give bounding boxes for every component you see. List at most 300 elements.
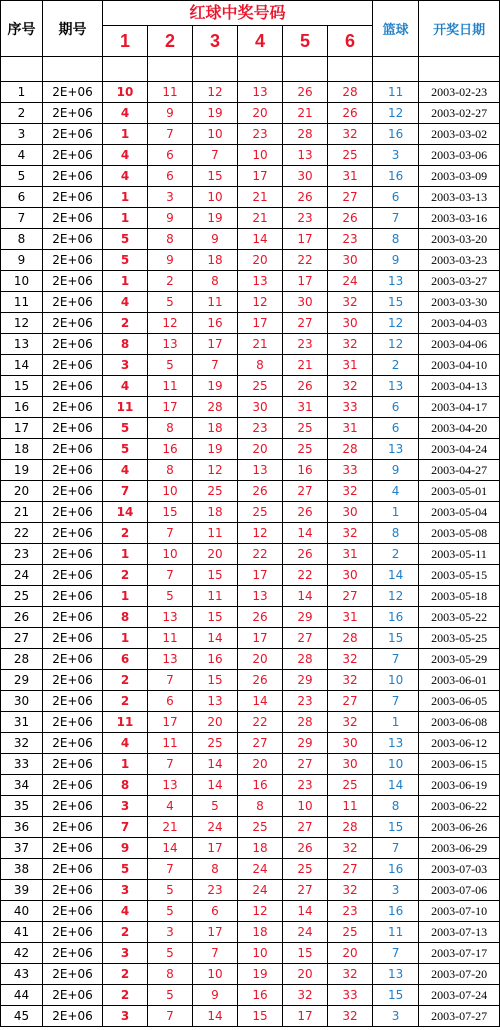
blue-ball: 10 bbox=[373, 754, 419, 775]
row-issue: 2E+06 bbox=[43, 439, 103, 460]
red-ball-4: 8 bbox=[238, 796, 283, 817]
red-ball-2: 5 bbox=[148, 355, 193, 376]
row-seq: 37 bbox=[1, 838, 43, 859]
red-ball-4: 25 bbox=[238, 817, 283, 838]
red-ball-4: 30 bbox=[238, 397, 283, 418]
red-ball-2: 13 bbox=[148, 607, 193, 628]
blue-ball: 13 bbox=[373, 733, 419, 754]
draw-date: 2003-06-29 bbox=[419, 838, 500, 859]
red-ball-3: 15 bbox=[193, 565, 238, 586]
red-ball-3: 7 bbox=[193, 355, 238, 376]
red-column-2: 2 bbox=[148, 26, 193, 57]
draw-date: 2003-07-27 bbox=[419, 1006, 500, 1027]
row-seq: 41 bbox=[1, 922, 43, 943]
table-row bbox=[1, 271, 500, 292]
red-ball-4: 14 bbox=[238, 229, 283, 250]
draw-date: 2003-04-27 bbox=[419, 460, 500, 481]
row-issue: 2E+06 bbox=[43, 586, 103, 607]
issue-header: 期号 bbox=[43, 1, 103, 57]
red-ball-5: 26 bbox=[283, 502, 328, 523]
red-ball-2: 8 bbox=[148, 418, 193, 439]
row-seq: 38 bbox=[1, 859, 43, 880]
row-issue: 2E+06 bbox=[43, 733, 103, 754]
draw-date: 2003-06-26 bbox=[419, 817, 500, 838]
row-issue: 2E+06 bbox=[43, 922, 103, 943]
red-ball-5: 26 bbox=[283, 544, 328, 565]
red-ball-6: 32 bbox=[328, 481, 373, 502]
blue-ball: 11 bbox=[373, 922, 419, 943]
red-ball-3: 10 bbox=[193, 187, 238, 208]
draw-date: 2003-05-11 bbox=[419, 544, 500, 565]
red-ball-5: 16 bbox=[283, 460, 328, 481]
red-ball-4: 27 bbox=[238, 733, 283, 754]
red-ball-5: 28 bbox=[283, 649, 328, 670]
red-ball-4: 19 bbox=[238, 964, 283, 985]
blue-ball: 6 bbox=[373, 187, 419, 208]
blue-ball: 2 bbox=[373, 544, 419, 565]
red-ball-5: 23 bbox=[283, 334, 328, 355]
red-ball-3: 14 bbox=[193, 754, 238, 775]
red-ball-4: 17 bbox=[238, 166, 283, 187]
red-ball-3: 19 bbox=[193, 208, 238, 229]
red-ball-6: 32 bbox=[328, 712, 373, 733]
row-seq: 3 bbox=[1, 124, 43, 145]
row-seq: 13 bbox=[1, 334, 43, 355]
row-seq: 19 bbox=[1, 460, 43, 481]
row-seq: 34 bbox=[1, 775, 43, 796]
red-ball-1: 4 bbox=[103, 103, 148, 124]
red-ball-2: 8 bbox=[148, 964, 193, 985]
blue-ball: 13 bbox=[373, 964, 419, 985]
row-issue: 2E+06 bbox=[43, 775, 103, 796]
red-ball-6: 32 bbox=[328, 523, 373, 544]
red-ball-2: 7 bbox=[148, 670, 193, 691]
row-seq: 36 bbox=[1, 817, 43, 838]
red-ball-2: 17 bbox=[148, 397, 193, 418]
draw-date: 2003-07-06 bbox=[419, 880, 500, 901]
red-ball-3: 17 bbox=[193, 334, 238, 355]
red-ball-1: 14 bbox=[103, 502, 148, 523]
red-ball-2: 8 bbox=[148, 229, 193, 250]
red-ball-1: 5 bbox=[103, 250, 148, 271]
red-ball-1: 1 bbox=[103, 754, 148, 775]
red-ball-1: 1 bbox=[103, 544, 148, 565]
draw-date: 2003-04-17 bbox=[419, 397, 500, 418]
red-ball-6: 32 bbox=[328, 964, 373, 985]
draw-date: 2003-03-30 bbox=[419, 292, 500, 313]
red-ball-5: 27 bbox=[283, 313, 328, 334]
red-ball-1: 1 bbox=[103, 187, 148, 208]
red-ball-3: 8 bbox=[193, 271, 238, 292]
red-ball-1: 3 bbox=[103, 796, 148, 817]
red-ball-4: 25 bbox=[238, 376, 283, 397]
red-ball-1: 10 bbox=[103, 82, 148, 103]
red-ball-4: 21 bbox=[238, 334, 283, 355]
draw-date: 2003-05-08 bbox=[419, 523, 500, 544]
red-ball-1: 1 bbox=[103, 271, 148, 292]
table-row bbox=[1, 187, 500, 208]
blue-ball: 16 bbox=[373, 859, 419, 880]
red-ball-1: 2 bbox=[103, 964, 148, 985]
draw-date: 2003-03-09 bbox=[419, 166, 500, 187]
red-column-4: 4 bbox=[238, 26, 283, 57]
red-ball-1: 4 bbox=[103, 145, 148, 166]
row-issue: 2E+06 bbox=[43, 523, 103, 544]
blue-ball: 13 bbox=[373, 439, 419, 460]
table-row bbox=[1, 922, 500, 943]
draw-date: 2003-04-20 bbox=[419, 418, 500, 439]
table-row bbox=[1, 901, 500, 922]
red-ball-2: 11 bbox=[148, 376, 193, 397]
red-ball-5: 13 bbox=[283, 145, 328, 166]
blue-ball: 16 bbox=[373, 166, 419, 187]
results-body bbox=[1, 57, 500, 1027]
red-ball-1: 2 bbox=[103, 670, 148, 691]
row-seq: 31 bbox=[1, 712, 43, 733]
red-ball-3: 17 bbox=[193, 922, 238, 943]
blue-ball: 7 bbox=[373, 649, 419, 670]
red-ball-1: 7 bbox=[103, 817, 148, 838]
red-ball-6: 26 bbox=[328, 208, 373, 229]
blue-ball: 12 bbox=[373, 586, 419, 607]
row-issue: 2E+06 bbox=[43, 1006, 103, 1027]
table-row bbox=[1, 334, 500, 355]
blue-ball: 16 bbox=[373, 607, 419, 628]
red-ball-5: 26 bbox=[283, 82, 328, 103]
red-ball-2: 6 bbox=[148, 691, 193, 712]
red-ball-2: 5 bbox=[148, 586, 193, 607]
table-row bbox=[1, 376, 500, 397]
red-ball-3: 20 bbox=[193, 712, 238, 733]
draw-date: 2003-04-06 bbox=[419, 334, 500, 355]
red-ball-5: 20 bbox=[283, 964, 328, 985]
red-ball-5: 17 bbox=[283, 229, 328, 250]
red-ball-4: 22 bbox=[238, 544, 283, 565]
blue-ball: 8 bbox=[373, 229, 419, 250]
red-ball-3: 18 bbox=[193, 502, 238, 523]
red-ball-1: 6 bbox=[103, 649, 148, 670]
red-ball-5: 25 bbox=[283, 418, 328, 439]
row-seq: 24 bbox=[1, 565, 43, 586]
blue-ball: 2 bbox=[373, 355, 419, 376]
row-seq: 43 bbox=[1, 964, 43, 985]
red-ball-3: 15 bbox=[193, 670, 238, 691]
red-ball-6: 20 bbox=[328, 943, 373, 964]
red-ball-6: 31 bbox=[328, 166, 373, 187]
red-ball-4: 17 bbox=[238, 565, 283, 586]
red-column-3: 3 bbox=[193, 26, 238, 57]
row-issue: 2E+06 bbox=[43, 502, 103, 523]
red-ball-2: 7 bbox=[148, 523, 193, 544]
row-seq: 6 bbox=[1, 187, 43, 208]
red-ball-6: 30 bbox=[328, 565, 373, 586]
red-ball-4: 15 bbox=[238, 1006, 283, 1027]
table-row bbox=[1, 817, 500, 838]
red-ball-4: 25 bbox=[238, 502, 283, 523]
red-ball-6: 25 bbox=[328, 145, 373, 166]
red-ball-5: 29 bbox=[283, 733, 328, 754]
red-ball-6: 32 bbox=[328, 124, 373, 145]
red-ball-4: 26 bbox=[238, 481, 283, 502]
row-seq: 22 bbox=[1, 523, 43, 544]
draw-date: 2003-04-24 bbox=[419, 439, 500, 460]
row-issue: 2E+06 bbox=[43, 943, 103, 964]
row-issue: 2E+06 bbox=[43, 838, 103, 859]
red-ball-1: 4 bbox=[103, 292, 148, 313]
red-ball-1: 4 bbox=[103, 376, 148, 397]
draw-date: 2003-07-13 bbox=[419, 922, 500, 943]
red-ball-2: 5 bbox=[148, 880, 193, 901]
draw-date: 2003-03-13 bbox=[419, 187, 500, 208]
table-row bbox=[1, 439, 500, 460]
red-ball-2: 5 bbox=[148, 943, 193, 964]
red-ball-5: 27 bbox=[283, 754, 328, 775]
red-ball-4: 26 bbox=[238, 670, 283, 691]
row-issue: 2E+06 bbox=[43, 628, 103, 649]
table-row bbox=[1, 754, 500, 775]
red-ball-3: 9 bbox=[193, 985, 238, 1006]
red-ball-title: 红球中奖号码 bbox=[103, 1, 373, 26]
draw-date: 2003-06-01 bbox=[419, 670, 500, 691]
red-ball-4: 26 bbox=[238, 607, 283, 628]
row-seq: 29 bbox=[1, 670, 43, 691]
table-row bbox=[1, 292, 500, 313]
red-ball-2: 7 bbox=[148, 565, 193, 586]
red-ball-6: 28 bbox=[328, 628, 373, 649]
red-ball-6: 32 bbox=[328, 649, 373, 670]
blue-ball: 14 bbox=[373, 565, 419, 586]
blue-ball: 7 bbox=[373, 838, 419, 859]
red-ball-5: 32 bbox=[283, 985, 328, 1006]
row-issue: 2E+06 bbox=[43, 544, 103, 565]
red-ball-3: 11 bbox=[193, 292, 238, 313]
draw-date: 2003-06-19 bbox=[419, 775, 500, 796]
row-seq: 11 bbox=[1, 292, 43, 313]
row-issue: 2E+06 bbox=[43, 880, 103, 901]
red-ball-3: 14 bbox=[193, 628, 238, 649]
red-ball-3: 25 bbox=[193, 733, 238, 754]
row-issue: 2E+06 bbox=[43, 187, 103, 208]
row-issue: 2E+06 bbox=[43, 250, 103, 271]
table-row bbox=[1, 859, 500, 880]
red-ball-1: 5 bbox=[103, 859, 148, 880]
row-seq: 20 bbox=[1, 481, 43, 502]
red-ball-6: 33 bbox=[328, 985, 373, 1006]
red-ball-5: 31 bbox=[283, 397, 328, 418]
table-row bbox=[1, 208, 500, 229]
red-ball-4: 13 bbox=[238, 460, 283, 481]
red-ball-5: 30 bbox=[283, 166, 328, 187]
red-ball-2: 13 bbox=[148, 649, 193, 670]
red-ball-1: 3 bbox=[103, 943, 148, 964]
row-issue: 2E+06 bbox=[43, 292, 103, 313]
red-ball-1: 5 bbox=[103, 418, 148, 439]
row-seq: 40 bbox=[1, 901, 43, 922]
red-ball-2: 13 bbox=[148, 334, 193, 355]
red-ball-6: 32 bbox=[328, 376, 373, 397]
red-ball-1: 9 bbox=[103, 838, 148, 859]
red-ball-5: 28 bbox=[283, 712, 328, 733]
red-ball-4: 20 bbox=[238, 439, 283, 460]
blue-ball: 3 bbox=[373, 880, 419, 901]
red-ball-3: 20 bbox=[193, 544, 238, 565]
red-column-6: 6 bbox=[328, 26, 373, 57]
table-row bbox=[1, 586, 500, 607]
red-ball-2: 6 bbox=[148, 145, 193, 166]
blue-ball: 7 bbox=[373, 691, 419, 712]
blue-ball: 13 bbox=[373, 376, 419, 397]
red-ball-5: 22 bbox=[283, 250, 328, 271]
red-ball-2: 15 bbox=[148, 502, 193, 523]
red-ball-6: 32 bbox=[328, 1006, 373, 1027]
row-issue: 2E+06 bbox=[43, 901, 103, 922]
table-row bbox=[1, 691, 500, 712]
red-ball-1: 2 bbox=[103, 922, 148, 943]
blue-ball: 7 bbox=[373, 208, 419, 229]
draw-date: 2003-06-08 bbox=[419, 712, 500, 733]
blank-row bbox=[1, 57, 500, 82]
red-ball-6: 11 bbox=[328, 796, 373, 817]
red-column-1: 1 bbox=[103, 26, 148, 57]
table-row bbox=[1, 1006, 500, 1027]
red-ball-3: 28 bbox=[193, 397, 238, 418]
red-ball-5: 25 bbox=[283, 439, 328, 460]
red-ball-5: 30 bbox=[283, 292, 328, 313]
red-ball-5: 23 bbox=[283, 691, 328, 712]
red-ball-1: 5 bbox=[103, 229, 148, 250]
table-row bbox=[1, 964, 500, 985]
red-ball-1: 1 bbox=[103, 124, 148, 145]
red-ball-5: 26 bbox=[283, 376, 328, 397]
red-ball-1: 4 bbox=[103, 901, 148, 922]
red-ball-6: 31 bbox=[328, 607, 373, 628]
draw-date: 2003-03-16 bbox=[419, 208, 500, 229]
red-ball-6: 30 bbox=[328, 250, 373, 271]
red-ball-3: 12 bbox=[193, 82, 238, 103]
red-ball-3: 16 bbox=[193, 649, 238, 670]
table-row bbox=[1, 712, 500, 733]
red-ball-4: 21 bbox=[238, 187, 283, 208]
red-ball-4: 12 bbox=[238, 292, 283, 313]
row-seq: 5 bbox=[1, 166, 43, 187]
red-ball-4: 17 bbox=[238, 313, 283, 334]
row-seq: 39 bbox=[1, 880, 43, 901]
row-issue: 2E+06 bbox=[43, 460, 103, 481]
red-ball-3: 12 bbox=[193, 460, 238, 481]
red-ball-4: 20 bbox=[238, 754, 283, 775]
draw-date: 2003-05-04 bbox=[419, 502, 500, 523]
red-ball-1: 1 bbox=[103, 586, 148, 607]
draw-date: 2003-05-25 bbox=[419, 628, 500, 649]
draw-date: 2003-04-13 bbox=[419, 376, 500, 397]
draw-date: 2003-07-10 bbox=[419, 901, 500, 922]
red-ball-5: 17 bbox=[283, 271, 328, 292]
blue-ball: 14 bbox=[373, 775, 419, 796]
row-issue: 2E+06 bbox=[43, 670, 103, 691]
red-ball-1: 3 bbox=[103, 880, 148, 901]
red-ball-3: 15 bbox=[193, 607, 238, 628]
blue-ball: 16 bbox=[373, 901, 419, 922]
row-issue: 2E+06 bbox=[43, 166, 103, 187]
red-ball-3: 19 bbox=[193, 439, 238, 460]
draw-date: 2003-03-06 bbox=[419, 145, 500, 166]
table-row bbox=[1, 733, 500, 754]
red-ball-1: 1 bbox=[103, 208, 148, 229]
red-ball-3: 8 bbox=[193, 859, 238, 880]
red-ball-3: 23 bbox=[193, 880, 238, 901]
red-ball-4: 14 bbox=[238, 691, 283, 712]
table-row bbox=[1, 943, 500, 964]
row-issue: 2E+06 bbox=[43, 334, 103, 355]
blue-ball: 15 bbox=[373, 292, 419, 313]
row-seq: 44 bbox=[1, 985, 43, 1006]
table-row bbox=[1, 481, 500, 502]
blue-ball: 3 bbox=[373, 1006, 419, 1027]
blue-ball: 3 bbox=[373, 145, 419, 166]
blue-ball: 8 bbox=[373, 523, 419, 544]
red-ball-2: 17 bbox=[148, 712, 193, 733]
table-row bbox=[1, 985, 500, 1006]
draw-date: 2003-05-29 bbox=[419, 649, 500, 670]
table-row bbox=[1, 313, 500, 334]
row-seq: 18 bbox=[1, 439, 43, 460]
blue-ball: 12 bbox=[373, 103, 419, 124]
red-ball-6: 27 bbox=[328, 187, 373, 208]
blue-ball: 8 bbox=[373, 796, 419, 817]
red-ball-1: 4 bbox=[103, 166, 148, 187]
blue-ball: 15 bbox=[373, 985, 419, 1006]
red-ball-5: 10 bbox=[283, 796, 328, 817]
blue-ball: 1 bbox=[373, 712, 419, 733]
seq-header: 序号 bbox=[1, 1, 43, 57]
red-ball-6: 30 bbox=[328, 313, 373, 334]
red-ball-5: 25 bbox=[283, 859, 328, 880]
red-ball-5: 27 bbox=[283, 817, 328, 838]
red-ball-3: 16 bbox=[193, 313, 238, 334]
red-ball-4: 10 bbox=[238, 943, 283, 964]
table-row bbox=[1, 502, 500, 523]
draw-date: 2003-05-15 bbox=[419, 565, 500, 586]
table-row bbox=[1, 460, 500, 481]
table-row bbox=[1, 649, 500, 670]
red-ball-6: 30 bbox=[328, 733, 373, 754]
draw-date: 2003-03-02 bbox=[419, 124, 500, 145]
red-ball-6: 32 bbox=[328, 334, 373, 355]
blue-ball: 16 bbox=[373, 124, 419, 145]
row-issue: 2E+06 bbox=[43, 124, 103, 145]
row-seq: 4 bbox=[1, 145, 43, 166]
red-ball-6: 32 bbox=[328, 292, 373, 313]
row-issue: 2E+06 bbox=[43, 754, 103, 775]
red-ball-6: 27 bbox=[328, 691, 373, 712]
row-seq: 25 bbox=[1, 586, 43, 607]
red-ball-1: 8 bbox=[103, 607, 148, 628]
red-ball-3: 13 bbox=[193, 691, 238, 712]
row-issue: 2E+06 bbox=[43, 964, 103, 985]
table-row bbox=[1, 565, 500, 586]
red-ball-1: 4 bbox=[103, 733, 148, 754]
red-ball-3: 5 bbox=[193, 796, 238, 817]
row-issue: 2E+06 bbox=[43, 649, 103, 670]
row-seq: 17 bbox=[1, 418, 43, 439]
red-ball-2: 7 bbox=[148, 754, 193, 775]
blue-ball-header: 篮球 bbox=[373, 1, 419, 57]
row-issue: 2E+06 bbox=[43, 712, 103, 733]
draw-date: 2003-07-17 bbox=[419, 943, 500, 964]
red-ball-1: 2 bbox=[103, 565, 148, 586]
row-seq: 26 bbox=[1, 607, 43, 628]
red-ball-3: 11 bbox=[193, 523, 238, 544]
